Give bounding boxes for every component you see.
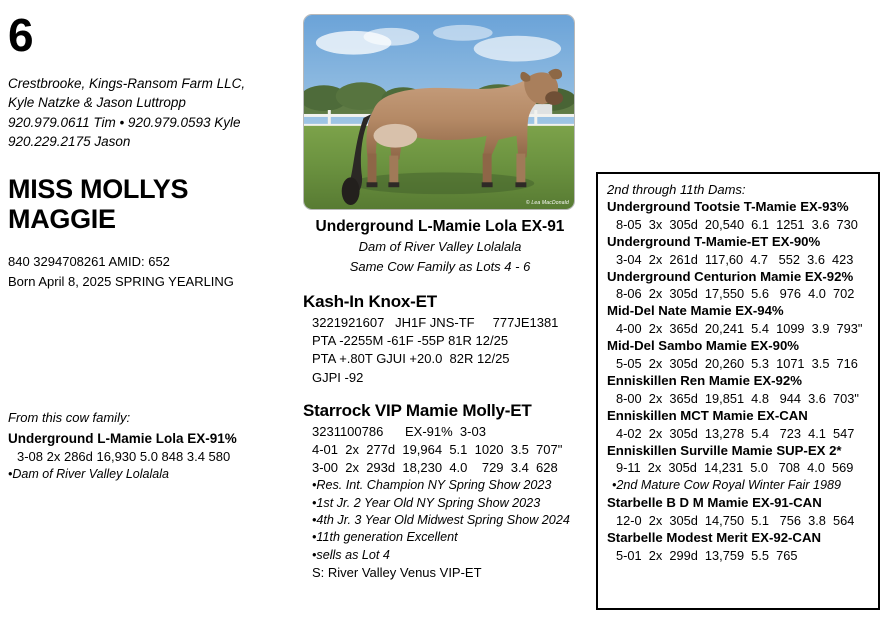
ancestor-dam-entry [607, 337, 871, 372]
sire-line-2: PTA -2255M -61F -55P 81R 12/25 [312, 333, 509, 349]
ancestor-dam-score: SUP-EX 2* [776, 442, 842, 458]
ancestor-dam-name: Enniskillen Ren Mamie EX-92% [607, 373, 802, 389]
photo-caption-sub-1: Dam of River Valley Lolalala [358, 239, 522, 254]
ancestor-dam-name: Underground Tootsie T-Mamie EX-93% [607, 199, 849, 214]
ancestor-dam-name: Starbelle Modest Merit EX-92-CAN [607, 530, 821, 546]
dam-line-1: 3231100786 EX-91% 3-03 [312, 423, 486, 439]
ancestor-dams-box [596, 172, 880, 610]
birth-date: Born April 8, 2025 SPRING YEARLING [8, 273, 234, 289]
ancestor-dam-entry [607, 407, 871, 442]
sire-name: Kash-In Knox-ET [303, 292, 437, 311]
dam-name: Starrock VIP Mamie Molly-ET [303, 400, 532, 420]
ancestor-dam-entry [607, 494, 871, 529]
ancestor-dam-record: 4-02 2x 305d 13,278 5.4 723 4.1 547 [616, 425, 855, 441]
sire-line-4: GJPI -92 [312, 369, 364, 385]
dam-bullet-2: •1st Jr. 2 Year Old NY Spring Show 2023 [312, 495, 541, 510]
dam-line-2: 4-01 2x 277d 19,964 5.1 1020 3.5 707" [312, 441, 563, 457]
consignor-line-1: Crestbrooke, Kings-Ransom Farm LLC, [8, 75, 246, 91]
cow-family-note: •Dam of River Valley Lolalala [8, 467, 169, 482]
dam-bullet-4: •11th generation Excellent [312, 530, 458, 545]
animal-name [8, 174, 294, 234]
ancestor-dam-score: EX-90% [771, 233, 821, 249]
consignor-phone-1: 920.979.0611 Tim • 920.979.0593 Kyle [8, 114, 241, 130]
ancestor-dam-score: EX-CAN [757, 407, 808, 423]
sire-line-3: PTA +.80T GJUI +20.0 82R 12/25 [312, 351, 510, 367]
ancestor-dam-entry [607, 198, 871, 233]
ancestor-dam-entry [607, 302, 871, 337]
photo-caption-sub-2: Same Cow Family as Lots 4 - 6 [349, 258, 531, 274]
ancestor-dam-score: EX-92% [753, 373, 802, 389]
ancestor-dams-title: 2nd through 11th Dams: [607, 182, 746, 197]
sire-line-1: 3221921607 JH1F JNS-TF 777JE1381 [312, 315, 559, 330]
sire-block [303, 292, 593, 387]
dam-bullet-1: •Res. Int. Champion NY Spring Show 2023 [312, 478, 552, 493]
photo-credit: © Lea MacDonald [525, 200, 569, 206]
ancestor-dam-name: Underground Centurion Mamie EX-92% [607, 268, 854, 284]
ancestor-dam-record: 3-04 2x 261d 117,60 4.7 552 3.6 423 [616, 251, 854, 267]
cow-family-block [8, 409, 294, 484]
service-sire: S: River Valley Venus VIP-ET [312, 565, 482, 581]
ancestor-dam-score: EX-92-CAN [751, 530, 821, 546]
photo-caption-main: Underground L-Mamie Lola EX-91 [315, 218, 565, 235]
registration-block [8, 252, 294, 291]
cow-family-intro: From this cow family: [8, 410, 131, 426]
ancestor-dam-record: 8-00 2x 365d 19,851 4.8 944 3.6 703" [616, 390, 859, 406]
ancestor-dam-entry [607, 442, 871, 494]
ancestor-dam-score: EX-93% [800, 199, 849, 214]
ancestor-dam-score: EX-91-CAN [752, 495, 822, 511]
dam-bullet-3: •4th Jr. 3 Year Old Midwest Spring Show 2024 [312, 513, 570, 528]
dam-block [303, 401, 593, 583]
dam-line-3: 3-00 2x 293d 18,230 4.0 729 3.4 628 [312, 460, 558, 476]
ancestor-dam-name: Underground T-Mamie-ET EX-90% [607, 233, 821, 249]
registration-number: 840 3294708261 AMID: 652 [8, 254, 170, 270]
consignor-block [8, 74, 294, 152]
animal-photo-image [304, 15, 574, 209]
cow-family-dam-name: Underground L-Mamie Lola EX-91% [8, 430, 237, 446]
animal-name-line-2: MAGGIE [8, 204, 116, 235]
ancestor-dam-name: Mid-Del Sambo Mamie EX-90% [607, 338, 800, 354]
lot-number: 6 [8, 9, 33, 61]
ancestor-dam-score: EX-92% [804, 268, 854, 284]
ancestor-dam-score: EX-90% [750, 338, 800, 354]
lot-info-column [8, 9, 294, 484]
ancestor-dam-entry [607, 372, 871, 407]
ancestor-dam-name: Starbelle B D M Mamie EX-91-CAN [607, 495, 822, 511]
ancestor-dam-record: 5-01 2x 299d 13,759 5.5 765 [616, 547, 798, 563]
pedigree-column [303, 292, 593, 596]
ancestor-dam-record: 5-05 2x 305d 20,260 5.3 1071 3.5 716 [616, 356, 858, 371]
consignor-phone-2: 920.229.2175 Jason [8, 134, 131, 150]
photo-caption [295, 218, 585, 275]
animal-photo [303, 14, 575, 210]
ancestor-dam-record: 8-06 2x 305d 17,550 5.6 976 4.0 702 [616, 286, 855, 302]
ancestor-dam-name: Enniskillen Surville Mamie SUP-EX 2* [607, 442, 842, 458]
ancestor-dam-score: EX-94% [735, 303, 784, 319]
ancestor-dam-record: 12-0 2x 305d 14,750 5.1 756 3.8 564 [616, 512, 855, 528]
animal-name-line-1: MISS MOLLYS [8, 173, 189, 204]
ancestor-dam-note: •2nd Mature Cow Royal Winter Fair 1989 [612, 477, 841, 492]
ancestor-dam-record: 9-11 2x 305d 14,231 5.0 708 4.0 569 [616, 460, 854, 476]
ancestor-dam-entry [607, 233, 871, 268]
ancestor-dam-entry [607, 268, 871, 303]
ancestor-dam-name: Enniskillen MCT Mamie EX-CAN [607, 407, 808, 423]
dam-bullet-5: •sells as Lot 4 [312, 547, 390, 562]
ancestor-dam-record: 8-05 3x 305d 20,540 6.1 1251 3.6 730 [616, 216, 858, 232]
ancestor-dam-entry [607, 529, 871, 564]
consignor-line-2: Kyle Natzke & Jason Luttropp [8, 95, 186, 111]
ancestor-dam-name: Mid-Del Nate Mamie EX-94% [607, 303, 784, 319]
cow-family-record: 3-08 2x 286d 16,930 5.0 848 3.4 580 [17, 449, 231, 465]
ancestor-dam-record: 4-00 2x 365d 20,241 5.4 1099 3.9 793" [616, 321, 863, 337]
